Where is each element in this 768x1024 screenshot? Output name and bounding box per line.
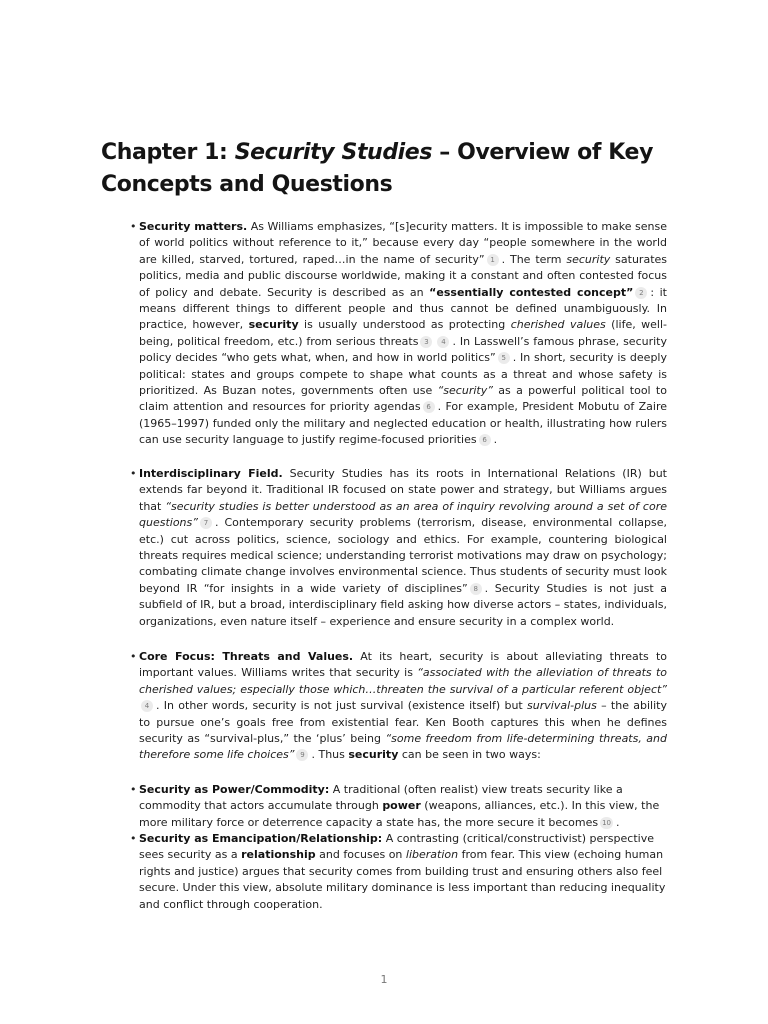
citation-marker[interactable]: 7 (200, 517, 212, 529)
text-run: – the ability to pursue one’s goals free from existential fear. Ken Booth captures this when he defines security as “survival-plus,” the ‘plus’ being (139, 699, 667, 746)
bold-text: Security as Emancipation/Relationship: (139, 832, 383, 845)
italic-text: “security” (437, 384, 493, 398)
text-run: can be seen in two ways: (398, 748, 541, 762)
text-run: A traditional (often realist) view treats security like a commodity that actors accumulate through (139, 783, 623, 813)
page-title (101, 137, 681, 201)
text-run: . In other words, security is not just survival (existence itself) but (156, 699, 528, 713)
bold-text: Interdisciplinary Field. (139, 467, 283, 480)
text-run: . For example, President Mobutu of Zaire (1965–1997) funded only the military and neglected education or health, illustrating how rulers can use security language to justify regime-focused priorities (139, 400, 667, 447)
italic-text: “security studies is better understood as an area of inquiry revolving around a set of core questions” (139, 499, 667, 530)
text-run: At its heart, security is about alleviating threats to important values. Williams writes that security is (139, 650, 667, 680)
text-run: . (616, 815, 620, 829)
bullet-security-as-emancipation (139, 831, 667, 913)
text-run: Security Studies has its roots in International Relations (IR) but extends far beyond it. Traditional IR focused on state power and strategy, but Williams argues that (139, 467, 667, 513)
text-run: (weapons, alliances, etc.). In this view, the more military force or deterrence capacity a state has, the more secure it becomes (139, 799, 660, 829)
text-run: . The term (501, 252, 567, 266)
bold-text: security (248, 318, 299, 332)
title-italic: Security Studies (234, 140, 433, 165)
text-run: As Williams emphasizes, “[s]ecurity matters. It is impossible to make sense of world politics without reference to it,” because every day “people somewhere in the world are killed, starved, tortured, raped…in the name of security” (139, 220, 667, 266)
bold-text: Security matters. (139, 220, 248, 233)
text-run: . (493, 433, 498, 447)
citation-marker[interactable]: 6 (479, 434, 491, 446)
text-run: and focuses on (315, 848, 406, 862)
bullet-security-matters (139, 219, 667, 449)
text-run: : it means different things to different people and thus cannot be defined unambiguously. In practice, however, (139, 285, 667, 332)
italic-text: survival-plus (527, 699, 597, 713)
text-run: saturates politics, media and public discourse worldwide, making it a constant and often contested focus of policy and debate. Security is described as an (139, 252, 667, 299)
italic-text: “associated with the alleviation of threats to cherished values; especially those which…threaten the survival of a particular referent object” (139, 666, 667, 696)
citation-marker[interactable]: 10 (602, 818, 611, 827)
citation-marker[interactable]: 4 (141, 700, 153, 712)
text-run: . Security Studies is not just a subfield of IR, but a broad, interdisciplinary field asking how diverse actors – states, individuals, organizations, even nature itself – experience and ensure security in a complex world. (139, 581, 667, 628)
citation-marker[interactable]: 3 (420, 336, 432, 348)
bold-text: Security as Power/Commodity: (139, 783, 330, 796)
text-run: A contrasting (critical/constructivist) perspective sees security as a (139, 832, 654, 862)
bold-text: security (348, 748, 399, 762)
bold-text: “essentially contested concept” (429, 285, 634, 299)
bullet-interdisciplinary-field (139, 466, 667, 630)
text-run: . In short, security is deeply political: states and groups compete to shape what counts as a threat and whose safety is prioritized. As Buzan notes, governments often use (139, 351, 667, 398)
page-number: 1 (380, 973, 388, 986)
bold-text: power (382, 799, 421, 813)
text-run: is usually understood as protecting (298, 318, 511, 332)
italic-text: security (566, 252, 611, 266)
citation-marker[interactable]: 2 (635, 287, 647, 299)
bullet-security-as-power (139, 782, 667, 831)
citation-marker[interactable]: 1 (487, 254, 499, 266)
italic-text: cherished values (510, 318, 606, 332)
text-run: as a powerful political tool to claim attention and resources for priority agendas (139, 384, 667, 414)
text-run: (life, well-being, political freedom, etc.) from serious threats (139, 318, 667, 348)
title-prefix: Chapter 1: (101, 140, 235, 165)
text-run: . Thus (311, 748, 349, 762)
text-run: . Contemporary security problems (terrorism, disease, environmental collapse, etc.) cut across politics, science, sociology and ethics. For example, countering biological threats requires medical science; understanding terrorist motivations may draw on psychology; combating climate change involves environmental science. Thus students of security must look beyond IR “for insights in a wide variety of disciplines” (139, 516, 667, 595)
text-run: . In Lasswell’s famous phrase, security policy decides “who gets what, when, and how in world politics” (139, 334, 667, 365)
citation-marker[interactable]: 8 (470, 583, 482, 595)
citation-marker[interactable]: 9 (296, 749, 308, 761)
bold-text: Core Focus: Threats and Values. (139, 650, 354, 663)
italic-text: “some freedom from life-determining threats, and therefore some life choices” (139, 732, 668, 762)
citation-marker[interactable]: 4 (437, 336, 449, 348)
citation-marker[interactable]: 6 (423, 401, 435, 413)
bullet-core-focus (139, 649, 667, 764)
italic-text: liberation (405, 848, 459, 862)
citation-marker[interactable]: 5 (498, 352, 510, 364)
title-suffix: – Overview of Key Concepts and Questions (101, 140, 654, 197)
bold-text: relationship (241, 848, 316, 862)
text-run: from fear. This view (echoing human rights and justice) argues that security comes from building trust and ensuring others also feel secure. Under this view, absolute military dominance is less important than reducing inequality and conflict through cooperation. (139, 848, 666, 911)
